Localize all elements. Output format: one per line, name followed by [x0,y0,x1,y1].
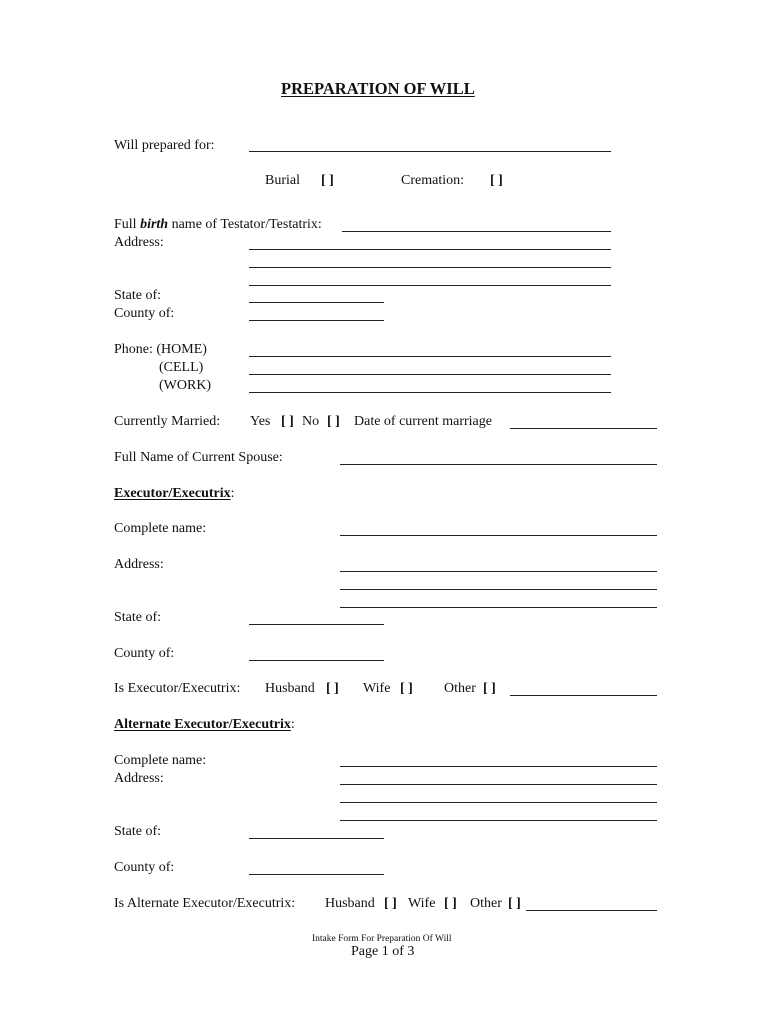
address-line-3[interactable] [249,285,611,286]
state-field[interactable] [249,302,384,303]
full-birth-suffix: name of Testator/Testatrix: [168,217,322,232]
prepared-for-field[interactable] [249,151,611,152]
executor-name-label: Complete name: [114,521,207,536]
burial-checkbox[interactable]: [ ] [321,173,334,188]
footer-page-number: Page 1 of 3 [351,944,415,959]
alternate-executor-heading [114,717,295,733]
alternate-other-checkbox[interactable]: [ ] [508,896,521,911]
address-label: Address: [114,235,164,250]
cremation-checkbox[interactable]: [ ] [490,173,503,188]
marriage-date-field[interactable] [510,428,657,429]
marriage-date-label: Date of current marriage [354,414,492,429]
alternate-name-field[interactable] [340,766,657,767]
alternate-executor-heading-text: Alternate Executor/Executrix [114,717,291,732]
alternate-state-field[interactable] [249,838,384,839]
alternate-county-field[interactable] [249,874,384,875]
executor-address-line-2[interactable] [340,589,657,590]
phone-work-label: (WORK) [159,378,212,393]
executor-heading-colon: : [230,486,235,501]
county-label: County of: [114,306,175,321]
executor-address-line-3[interactable] [340,607,657,608]
burial-label: Burial [265,173,300,188]
alternate-name-label: Complete name: [114,753,207,768]
alternate-address-line-1[interactable] [340,784,657,785]
executor-county-field[interactable] [249,660,384,661]
executor-wife-label: Wife [363,681,391,696]
alternate-other-label: Other [470,896,502,911]
full-birth-name-field[interactable] [342,231,611,232]
footer-form-name: Intake Form For Preparation Of Will [312,934,452,944]
married-no-label: No [302,414,320,429]
alternate-address-label: Address: [114,771,164,786]
married-no-checkbox[interactable]: [ ] [327,414,340,429]
alternate-husband-checkbox[interactable]: [ ] [384,896,397,911]
is-alternate-executor-label: Is Alternate Executor/Executrix: [114,896,296,911]
address-line-2[interactable] [249,267,611,268]
county-field[interactable] [249,320,384,321]
phone-cell-label: (CELL) [159,360,204,375]
executor-state-label: State of: [114,610,162,625]
alternate-executor-heading-colon: : [290,717,295,732]
executor-husband-label: Husband [265,681,315,696]
alternate-wife-checkbox[interactable]: [ ] [444,896,457,911]
full-birth-emphasis: birth [140,217,169,232]
full-birth-prefix: Full [114,217,141,232]
spouse-name-field[interactable] [340,464,657,465]
prepared-for-label: Will prepared for: [114,138,215,153]
spouse-name-label: Full Name of Current Spouse: [114,450,283,465]
executor-name-field[interactable] [340,535,657,536]
cremation-label: Cremation: [401,173,464,188]
executor-wife-checkbox[interactable]: [ ] [400,681,413,696]
currently-married-label: Currently Married: [114,414,221,429]
page-title: PREPARATION OF WILL [281,79,475,98]
executor-heading-text: Executor/Executrix [114,486,231,501]
alternate-wife-label: Wife [408,896,436,911]
alternate-other-field[interactable] [526,910,657,911]
executor-county-label: County of: [114,646,175,661]
executor-address-label: Address: [114,557,164,572]
alternate-address-line-3[interactable] [340,820,657,821]
full-birth-name-label [114,217,322,233]
executor-address-line-1[interactable] [340,571,657,572]
executor-state-field[interactable] [249,624,384,625]
married-yes-checkbox[interactable]: [ ] [281,414,294,429]
phone-cell-field[interactable] [249,374,611,375]
state-label: State of: [114,288,162,303]
executor-other-checkbox[interactable]: [ ] [483,681,496,696]
phone-home-label: Phone: (HOME) [114,342,207,357]
executor-heading [114,486,235,502]
alternate-state-label: State of: [114,824,162,839]
executor-other-field[interactable] [510,695,657,696]
address-line-1[interactable] [249,249,611,250]
phone-home-field[interactable] [249,356,611,357]
phone-work-field[interactable] [249,392,611,393]
executor-other-label: Other [444,681,476,696]
alternate-husband-label: Husband [325,896,375,911]
executor-husband-checkbox[interactable]: [ ] [326,681,339,696]
is-executor-label: Is Executor/Executrix: [114,681,241,696]
alternate-address-line-2[interactable] [340,802,657,803]
married-yes-label: Yes [250,414,271,429]
alternate-county-label: County of: [114,860,175,875]
